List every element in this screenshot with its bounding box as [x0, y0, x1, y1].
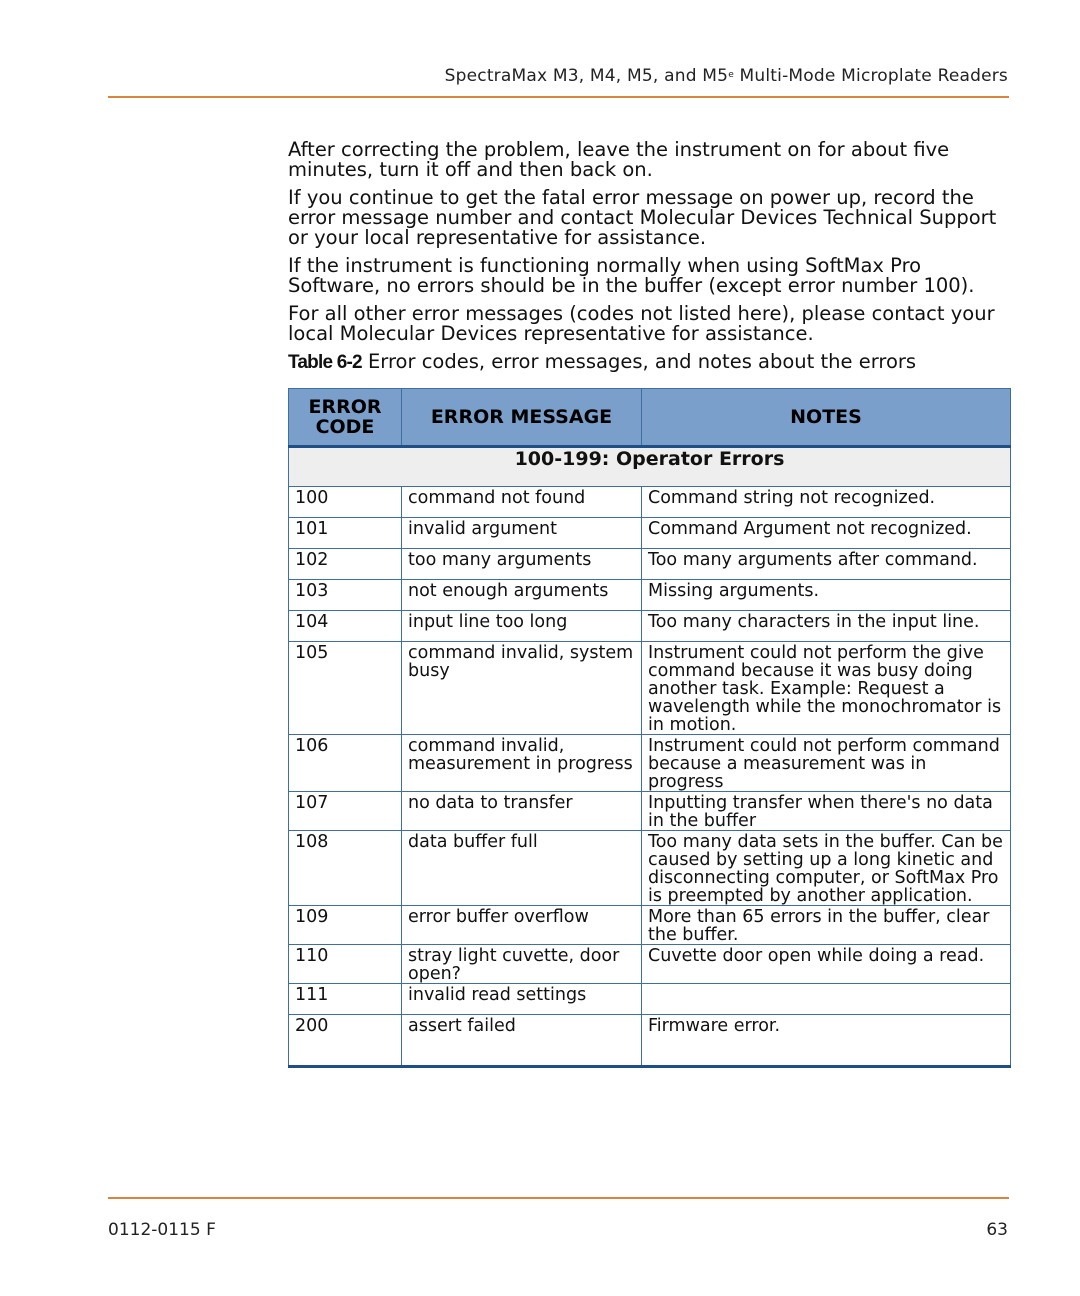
cell-notes: Cuvette door open while doing a read. [642, 945, 1011, 984]
table-row [289, 906, 1011, 945]
table-caption-text: Error codes, error messages, and notes about the errors [361, 350, 917, 373]
cell-message: input line too long [402, 611, 642, 642]
group-title: 100-199: Operator Errors [289, 447, 1011, 487]
main-content [288, 140, 1010, 1068]
cell-notes: Firmware error. [642, 1015, 1011, 1067]
paragraph: After correcting the problem, leave the instrument on for about five minutes, turn it off and then back on. [288, 138, 950, 181]
cell-code: 101 [289, 518, 402, 549]
header-title-suffix: Multi-Mode Microplate Readers [733, 66, 1008, 86]
table-caption-label: Table 6-2 [288, 352, 362, 373]
column-header-error-message: ERROR MESSAGE [402, 389, 642, 447]
header-rule [108, 96, 1009, 98]
document-number: 0112-0115 F [108, 1220, 216, 1240]
table-caption [288, 352, 1010, 373]
cell-notes: Instrument could not perform command because a measurement was in progress [642, 735, 1011, 792]
table-row [289, 792, 1011, 831]
cell-code: 108 [289, 831, 402, 906]
table-header-row [289, 389, 1011, 447]
cell-notes: Instrument could not perform the give command because it was busy doing another task. Example: Request a wavelength while the monochromator is in motion. [642, 642, 1011, 735]
table-row [289, 831, 1011, 906]
cell-code: 111 [289, 984, 402, 1015]
cell-message: command invalid, measurement in progress [402, 735, 642, 792]
table-row [289, 642, 1011, 735]
cell-code: 200 [289, 1015, 402, 1067]
cell-message: data buffer full [402, 831, 642, 906]
cell-message: error buffer overflow [402, 906, 642, 945]
cell-message: assert failed [402, 1015, 642, 1067]
paragraph: If the instrument is functioning normally when using SoftMax Pro Software, no errors should be in the buffer (except error number 100). [288, 254, 975, 297]
cell-notes: Command Argument not recognized. [642, 518, 1011, 549]
table-row [289, 518, 1011, 549]
cell-code: 106 [289, 735, 402, 792]
table-row [289, 549, 1011, 580]
cell-message: not enough arguments [402, 580, 642, 611]
error-codes-table [288, 388, 1011, 1068]
cell-code: 103 [289, 580, 402, 611]
group-row [289, 447, 1011, 487]
table-row [289, 487, 1011, 518]
cell-message: no data to transfer [402, 792, 642, 831]
cell-code: 100 [289, 487, 402, 518]
cell-code: 107 [289, 792, 402, 831]
page-number: 63 [986, 1220, 1008, 1240]
cell-message: command invalid, system busy [402, 642, 642, 735]
header-title-main: SpectraMax M3, M4, M5, and M5 [444, 66, 729, 86]
cell-code: 109 [289, 906, 402, 945]
footer-rule [108, 1197, 1009, 1199]
cell-message: invalid argument [402, 518, 642, 549]
paragraph: For all other error messages (codes not listed here), please contact your local Molecular Devices representative for assistance. [288, 302, 995, 345]
table-row [289, 1015, 1011, 1067]
cell-code: 105 [289, 642, 402, 735]
cell-message: stray light cuvette, door open? [402, 945, 642, 984]
column-header-notes: NOTES [642, 389, 1011, 447]
header-title-superscript: e [728, 70, 734, 80]
cell-notes [642, 984, 1011, 1015]
cell-notes: Command string not recognized. [642, 487, 1011, 518]
table-row [289, 984, 1011, 1015]
paragraph: If you continue to get the fatal error message on power up, record the error message number and contact Molecular Devices Technical Support or your local representative for assistance. [288, 186, 997, 249]
cell-notes: Missing arguments. [642, 580, 1011, 611]
cell-notes: Too many arguments after command. [642, 549, 1011, 580]
cell-notes: Too many characters in the input line. [642, 611, 1011, 642]
cell-code: 104 [289, 611, 402, 642]
table-row [289, 735, 1011, 792]
cell-message: too many arguments [402, 549, 642, 580]
table-row [289, 580, 1011, 611]
running-header [445, 66, 1008, 86]
cell-notes: More than 65 errors in the buffer, clear the buffer. [642, 906, 1011, 945]
cell-notes: Too many data sets in the buffer. Can be caused by setting up a long kinetic and disconnecting computer, or SoftMax Pro is preempted by another application. [642, 831, 1011, 906]
table-row [289, 945, 1011, 984]
table-row [289, 611, 1011, 642]
cell-code: 102 [289, 549, 402, 580]
cell-message: invalid read settings [402, 984, 642, 1015]
cell-message: command not found [402, 487, 642, 518]
cell-notes: Inputting transfer when there's no data in the buffer [642, 792, 1011, 831]
column-header-error-code: ERROR CODE [289, 389, 402, 447]
cell-code: 110 [289, 945, 402, 984]
